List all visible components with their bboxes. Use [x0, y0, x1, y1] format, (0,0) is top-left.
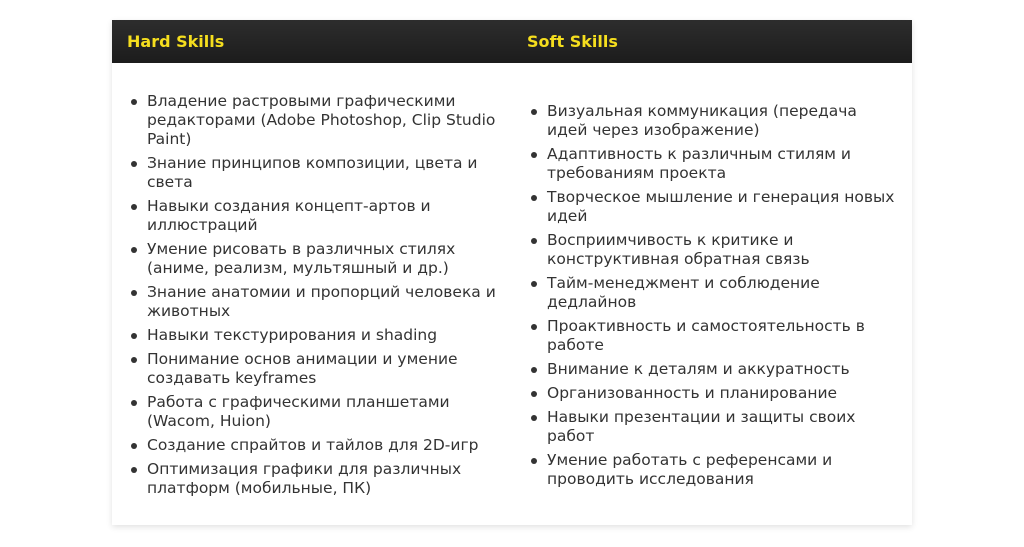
- list-item: Внимание к деталям и аккуратность: [547, 360, 912, 379]
- list-item: Навыки текстурирования и shading: [147, 326, 512, 345]
- table-body: [112, 63, 912, 503]
- skills-table: [112, 20, 912, 525]
- hard-skills-list: [112, 92, 512, 498]
- list-item: Работа с графическими планшетами (Wacom, Huion): [147, 393, 512, 431]
- list-item: Умение работать с референсами и проводить исследования: [547, 451, 912, 489]
- list-item: Знание анатомии и пропорций человека и животных: [147, 283, 512, 321]
- soft-skills-list: [512, 102, 912, 489]
- list-item: Тайм-менеджмент и соблюдение дедлайнов: [547, 274, 912, 312]
- hard-skills-heading: Hard Skills: [127, 32, 225, 51]
- list-item: Навыки создания концепт-артов и иллюстраций: [147, 197, 512, 235]
- hard-skills-column: [112, 63, 512, 503]
- list-item: Навыки презентации и защиты своих работ: [547, 408, 912, 446]
- soft-skills-column: [512, 63, 912, 503]
- list-item: Умение рисовать в различных стилях (аниме, реализм, мультяшный и др.): [147, 240, 512, 278]
- list-item: Адаптивность к различным стилям и требованиям проекта: [547, 145, 912, 183]
- table-header: [112, 20, 912, 63]
- list-item: Проактивность и самостоятельность в работе: [547, 317, 912, 355]
- list-item: Восприимчивость к критике и конструктивная обратная связь: [547, 231, 912, 269]
- list-item: Понимание основ анимации и умение создавать keyframes: [147, 350, 512, 388]
- list-item: Творческое мышление и генерация новых идей: [547, 188, 912, 226]
- list-item: Знание принципов композиции, цвета и света: [147, 154, 512, 192]
- list-item: Оптимизация графики для различных платформ (мобильные, ПК): [147, 460, 512, 498]
- list-item: Организованность и планирование: [547, 384, 912, 403]
- list-item: Визуальная коммуникация (передача идей через изображение): [547, 102, 912, 140]
- soft-skills-heading: Soft Skills: [527, 32, 618, 51]
- list-item: Владение растровыми графическими редакторами (Adobe Photoshop, Clip Studio Paint): [147, 92, 512, 149]
- list-item: Создание спрайтов и тайлов для 2D-игр: [147, 436, 512, 455]
